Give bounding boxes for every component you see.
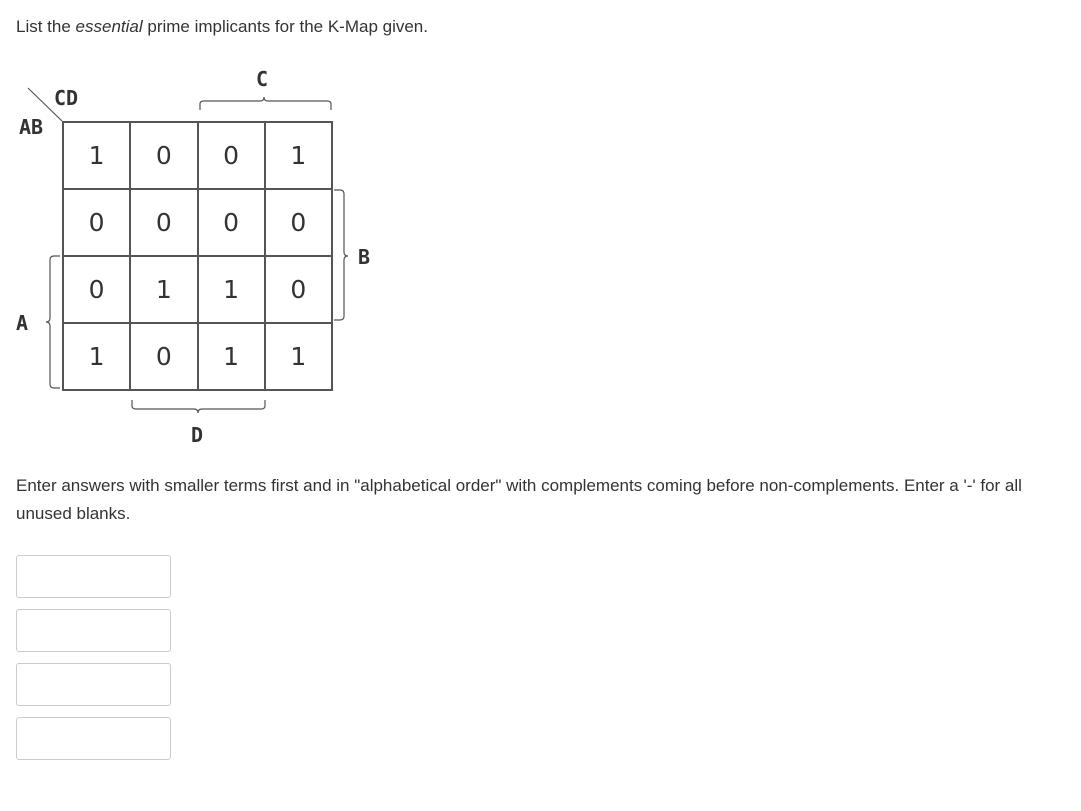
instructions-text: Enter answers with smaller terms first and in "alphabetical order" with complements coming before non-complements. Enter a '-' for all unused blanks. xyxy=(16,476,1022,523)
kmap-label-d: D xyxy=(191,423,204,447)
kmap-cell: 0 xyxy=(198,122,265,189)
kmap-label-b: B xyxy=(358,245,371,269)
kmap-cell: 0 xyxy=(130,122,197,189)
kmap-cell: 1 xyxy=(198,323,265,390)
question-emphasis: essential xyxy=(75,17,143,36)
kmap-grid xyxy=(62,121,333,391)
bracket-d xyxy=(132,400,265,413)
bracket-a xyxy=(46,256,60,388)
kmap-cell: 0 xyxy=(130,189,197,256)
bracket-b xyxy=(334,190,348,320)
kmap-label-cd: CD xyxy=(54,86,79,110)
kmap-cell: 1 xyxy=(265,323,332,390)
bracket-c xyxy=(200,97,331,110)
kmap-cell: 0 xyxy=(63,256,130,323)
kmap-cell: 0 xyxy=(265,256,332,323)
kmap-cell: 0 xyxy=(198,189,265,256)
answer-fields xyxy=(16,555,171,771)
kmap-cell: 0 xyxy=(265,189,332,256)
kmap-label-c: C xyxy=(256,67,269,91)
kmap-cell: 0 xyxy=(63,189,130,256)
kmap-cell: 1 xyxy=(198,256,265,323)
karnaugh-map xyxy=(0,60,400,460)
answer-input-1[interactable] xyxy=(16,555,171,598)
question-text xyxy=(16,16,428,38)
kmap-label-a: A xyxy=(16,311,29,335)
question-suffix: prime implicants for the K-Map given. xyxy=(142,17,428,36)
answer-input-4[interactable] xyxy=(16,717,171,760)
answer-input-3[interactable] xyxy=(16,663,171,706)
kmap-cell: 0 xyxy=(130,323,197,390)
kmap-label-ab: AB xyxy=(19,115,44,139)
kmap-cell: 1 xyxy=(63,122,130,189)
kmap-cell: 1 xyxy=(130,256,197,323)
kmap-cell: 1 xyxy=(265,122,332,189)
answer-input-2[interactable] xyxy=(16,609,171,652)
kmap-cell: 1 xyxy=(63,323,130,390)
question-prefix: List the xyxy=(16,17,76,36)
